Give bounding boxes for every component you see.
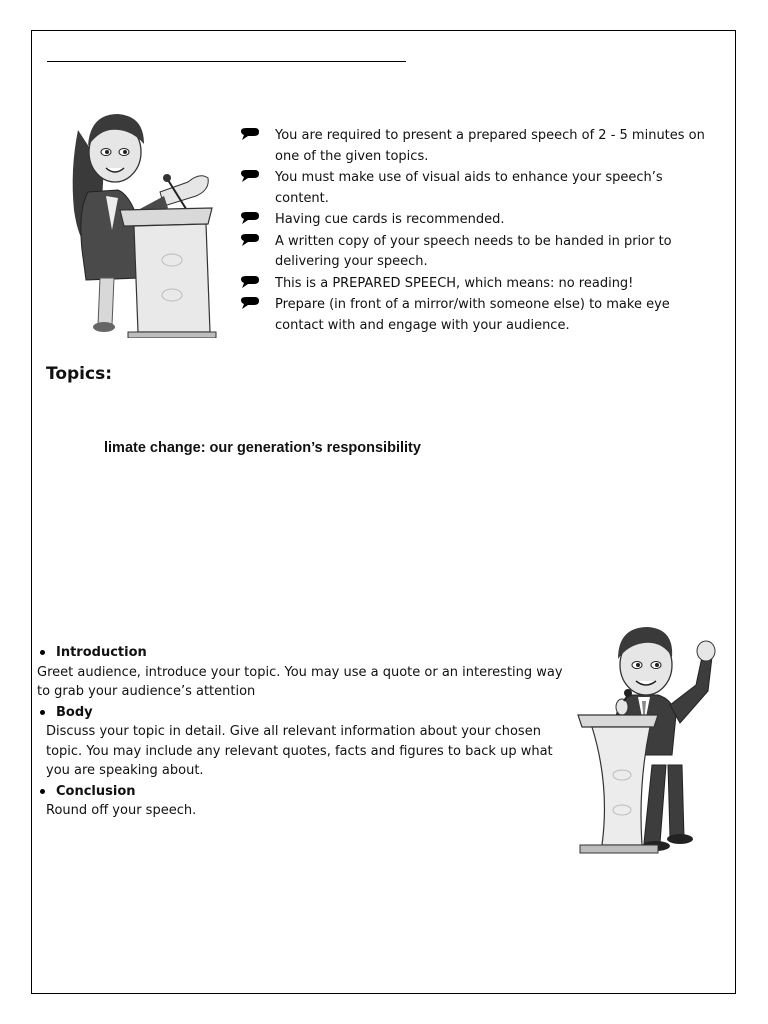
speech-bubble-icon xyxy=(238,127,260,145)
rule-text: Prepare (in front of a mirror/with someone else) to make eye contact with and engage with your audience. xyxy=(275,297,670,333)
rule-item xyxy=(238,232,718,273)
rule-text: You must make use of visual aids to enhance your speech’s content. xyxy=(275,170,663,206)
name-line xyxy=(47,61,406,62)
rule-item xyxy=(238,210,718,231)
speech-rules-list xyxy=(238,126,718,337)
body-heading xyxy=(37,703,567,723)
rule-item xyxy=(238,274,718,295)
speech-bubble-icon xyxy=(238,296,260,314)
speech-bubble-icon xyxy=(238,169,260,187)
rule-text: Having cue cards is recommended. xyxy=(275,212,505,227)
speech-bubble-icon xyxy=(238,275,260,293)
conclusion-heading xyxy=(37,782,567,802)
speech-bubble-icon xyxy=(238,211,260,229)
bullet-dot xyxy=(40,710,45,715)
section-title: Conclusion xyxy=(56,783,136,799)
topic-title: limate change: our generation’s responsibility xyxy=(104,440,421,456)
speech-structure xyxy=(37,643,567,822)
topics-heading: Topics: xyxy=(46,364,113,384)
rule-item xyxy=(238,126,718,167)
section-title: Introduction xyxy=(56,645,147,660)
rule-text: This is a PREPARED SPEECH, which means: no reading! xyxy=(275,275,634,291)
body-text: Discuss your topic in detail. Give all relevant information about your chosen topic. You may include any relevant quotes, facts and figures to back up what you are speaking about. xyxy=(46,724,553,778)
rule-item xyxy=(238,295,718,336)
bullet-dot xyxy=(40,789,45,794)
bullet-dot xyxy=(40,650,45,655)
introduction-text: Greet audience, introduce your topic. You may use a quote or an interesting way to grab your audience’s attention xyxy=(37,664,563,699)
rule-text: A written copy of your speech needs to be handed in prior to delivering your speech. xyxy=(275,233,672,269)
woman-speaker-illustration xyxy=(60,100,220,338)
rule-text: You are required to present a prepared speech of 2 - 5 minutes on one of the given topics. xyxy=(275,128,705,164)
speech-bubble-icon xyxy=(238,233,260,251)
section-title: Body xyxy=(56,704,93,720)
rule-item xyxy=(238,168,718,209)
man-speaker-illustration xyxy=(572,615,722,860)
conclusion-text: Round off your speech. xyxy=(46,803,197,818)
introduction-heading xyxy=(37,643,567,663)
